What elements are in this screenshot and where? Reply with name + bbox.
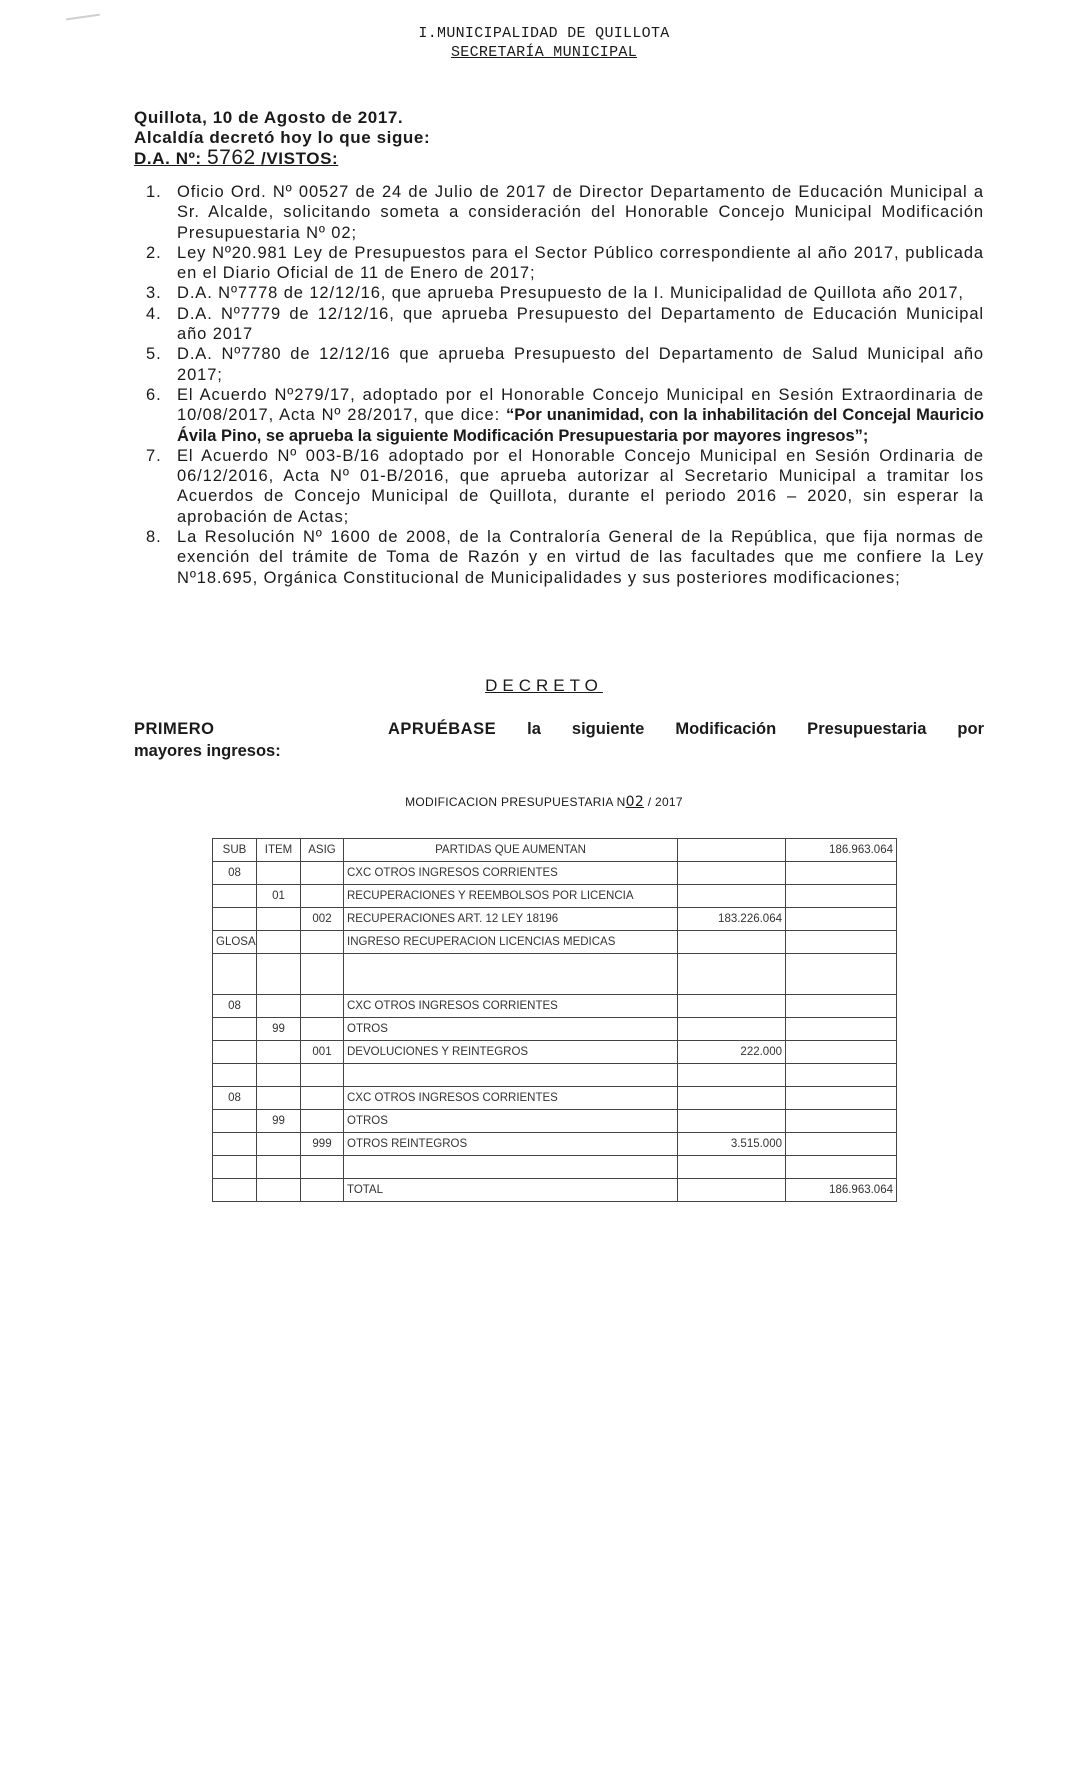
item-text: El Acuerdo Nº279/17, adoptado por el Honorable Concejo Municipal en Sesión Extraordinaria de 10/08/2017, Acta Nº 28/2017, que dice:	[177, 385, 984, 425]
cell-asig	[301, 1179, 344, 1202]
cell-amount	[678, 885, 786, 908]
cell-total	[786, 995, 897, 1018]
cell-item	[257, 1041, 301, 1064]
item-text: La Resolución Nº 1600 de 2008, de la Contraloría General de la República, que fija normas de exención del trámite de Toma de Razón y en virtud de las facultades que me confiere la Ley Nº18.695, Orgánica Constitucional de Municipalidades y sus posteriores modificaciones;	[177, 528, 984, 587]
budget-table	[212, 838, 897, 1202]
cell-total	[786, 1064, 897, 1087]
cell-total	[786, 1087, 897, 1110]
item-number: 3.	[146, 284, 162, 303]
date-line: Quillota, 10 de Agosto de 2017.	[134, 108, 404, 127]
cell-amount	[678, 1179, 786, 1202]
table-row	[213, 995, 897, 1018]
scan-artifact	[66, 14, 100, 21]
item-text: Ley Nº20.981 Ley de Presupuestos para el Sector Público correspondiente al año 2017, publicada en el Diario Oficial de 11 de Enero de 2017;	[177, 243, 984, 283]
cell-total	[786, 1110, 897, 1133]
cell-total	[786, 931, 897, 954]
list-item	[134, 385, 984, 446]
header-subtitle: SECRETARÍA MUNICIPAL	[450, 44, 638, 61]
item-text: El Acuerdo Nº 003-B/16 adoptado por el Honorable Concejo Municipal en Sesión Ordinaria de 06/12/2016, Acta Nº 01-B/2016, que aprueba autorizar al Secretario Municipal a tramitar los Acuerdos de Concejo Municipal de Quillota, durante el periodo 2016 – 2020, sin esperar la aprobación de Actas;	[177, 446, 984, 526]
cell-amount: 183.226.064	[678, 908, 786, 931]
cell-sub	[213, 1179, 257, 1202]
list-item	[134, 182, 984, 243]
cell-sub	[213, 1064, 257, 1087]
cell-sub	[213, 954, 257, 995]
table-row	[213, 954, 897, 995]
cell-asig	[301, 954, 344, 995]
cell-total	[786, 1018, 897, 1041]
document-header	[0, 24, 1088, 62]
table-header-row	[213, 839, 897, 862]
cell-amount	[678, 1110, 786, 1133]
item-number: 7.	[146, 446, 162, 465]
table-row	[213, 908, 897, 931]
cell-asig	[301, 1156, 344, 1179]
cell-sub	[213, 1018, 257, 1041]
decreto-title: DECRETO	[485, 676, 603, 695]
cell-asig: 002	[301, 908, 344, 931]
cell-item	[257, 1064, 301, 1087]
cell-item: 01	[257, 885, 301, 908]
cell-sub	[213, 1133, 257, 1156]
modification-title-prefix: MODIFICACION PRESUPUESTARIA N	[405, 795, 626, 809]
cell-asig	[301, 1064, 344, 1087]
modification-title-suffix: / 2017	[644, 795, 683, 809]
primero-label: PRIMERO	[134, 720, 215, 738]
table-row	[213, 931, 897, 954]
column-header-amount	[678, 839, 786, 862]
table-row	[213, 1087, 897, 1110]
cell-item	[257, 995, 301, 1018]
cell-item	[257, 908, 301, 931]
cell-item: 99	[257, 1110, 301, 1133]
item-text: D.A. Nº7778 de 12/12/16, que aprueba Presupuesto de la I. Municipalidad de Quillota año 2017,	[177, 284, 964, 303]
cell-amount: 3.515.000	[678, 1133, 786, 1156]
primero-label-continued: mayores ingresos:	[134, 742, 281, 760]
list-item	[134, 344, 984, 385]
cell-desc	[344, 954, 678, 995]
modification-title	[0, 794, 1088, 810]
list-item	[134, 243, 984, 284]
item-text: D.A. Nº7779 de 12/12/16, que aprueba Presupuesto del Departamento de Educación Municipal año 2017	[177, 304, 984, 344]
column-header-sub: SUB	[213, 839, 257, 862]
cell-total	[786, 1133, 897, 1156]
vistos-list	[134, 182, 984, 588]
cell-desc: RECUPERACIONES ART. 12 LEY 18196	[344, 908, 678, 931]
header-title: I.MUNICIPALIDAD DE QUILLOTA	[418, 25, 670, 42]
primero-verb: APRUÉBASE	[388, 720, 497, 738]
cell-sub	[213, 1041, 257, 1064]
column-header-item: ITEM	[257, 839, 301, 862]
table-row	[213, 1156, 897, 1179]
cell-amount	[678, 931, 786, 954]
cell-amount	[678, 1156, 786, 1179]
cell-item	[257, 862, 301, 885]
cell-desc	[344, 1064, 678, 1087]
list-item	[134, 304, 984, 345]
item-number: 1.	[146, 183, 162, 201]
cell-amount	[678, 1064, 786, 1087]
cell-desc: CXC OTROS INGRESOS CORRIENTES	[344, 995, 678, 1018]
intro-block	[134, 108, 984, 169]
cell-desc: TOTAL	[344, 1179, 678, 1202]
cell-total	[786, 954, 897, 995]
cell-item: 99	[257, 1018, 301, 1041]
cell-sub: 08	[213, 1087, 257, 1110]
cell-asig: 999	[301, 1133, 344, 1156]
cell-item	[257, 1087, 301, 1110]
cell-sub	[213, 1156, 257, 1179]
header-total-value: 186.963.064	[786, 839, 897, 862]
cell-desc: OTROS REINTEGROS	[344, 1133, 678, 1156]
item-text: D.A. Nº7780 de 12/12/16 que aprueba Presupuesto del Departamento de Salud Municipal año 2017;	[177, 345, 984, 384]
handwritten-number: 02	[625, 794, 645, 810]
list-item	[134, 527, 984, 588]
table-row	[213, 1179, 897, 1202]
cell-desc	[344, 1156, 678, 1179]
cell-total: 186.963.064	[786, 1179, 897, 1202]
column-header-asig: ASIG	[301, 839, 344, 862]
cell-sub	[213, 885, 257, 908]
table-row	[213, 885, 897, 908]
cell-item	[257, 954, 301, 995]
cell-desc: RECUPERACIONES Y REEMBOLSOS POR LICENCIA	[344, 885, 678, 908]
cell-desc: DEVOLUCIONES Y REINTEGROS	[344, 1041, 678, 1064]
list-item	[134, 446, 984, 527]
cell-total	[786, 1156, 897, 1179]
da-number: 5762	[207, 146, 256, 169]
item-number: 4.	[146, 304, 162, 323]
cell-sub: 08	[213, 995, 257, 1018]
cell-amount	[678, 954, 786, 995]
cell-total	[786, 862, 897, 885]
cell-asig	[301, 1087, 344, 1110]
list-item	[134, 283, 984, 303]
cell-item	[257, 1156, 301, 1179]
cell-amount	[678, 1018, 786, 1041]
decree-number-line	[134, 148, 984, 169]
cell-asig	[301, 995, 344, 1018]
cell-sub: GLOSA	[213, 931, 257, 954]
item-number: 8.	[146, 528, 162, 547]
cell-sub	[213, 1110, 257, 1133]
cell-total	[786, 885, 897, 908]
cell-amount	[678, 862, 786, 885]
cell-desc: CXC OTROS INGRESOS CORRIENTES	[344, 1087, 678, 1110]
cell-asig	[301, 1018, 344, 1041]
decreto-heading	[0, 676, 1088, 696]
cell-sub: 08	[213, 862, 257, 885]
cell-item	[257, 1133, 301, 1156]
cell-amount	[678, 995, 786, 1018]
primero-text	[388, 718, 984, 740]
table-row	[213, 1110, 897, 1133]
cell-desc: INGRESO RECUPERACION LICENCIAS MEDICAS	[344, 931, 678, 954]
cell-item	[257, 1179, 301, 1202]
item-text: Oficio Ord. Nº 00527 de 24 de Julio de 2017 de Director Departamento de Educación Municipal a Sr. Alcalde, solicitando someta a consideración del Honorable Concejo Municipal Modificación Presupuestaria Nº 02;	[177, 183, 984, 242]
table-row	[213, 1133, 897, 1156]
cell-asig	[301, 885, 344, 908]
cell-sub	[213, 908, 257, 931]
cell-desc: OTROS	[344, 1018, 678, 1041]
table-row	[213, 1041, 897, 1064]
item-quote: “Por unanimidad, con la inhabilitación del Concejal Mauricio Ávila Pino, se aprueba la siguiente Modificación Presupuestaria por mayores ingresos”;	[177, 406, 984, 445]
cell-total	[786, 908, 897, 931]
table-row	[213, 862, 897, 885]
cell-asig	[301, 862, 344, 885]
cell-asig: 001	[301, 1041, 344, 1064]
column-header-partidas: PARTIDAS QUE AUMENTAN	[344, 839, 678, 862]
cell-total	[786, 1041, 897, 1064]
cell-asig	[301, 1110, 344, 1133]
cell-amount: 222.000	[678, 1041, 786, 1064]
table-row	[213, 1018, 897, 1041]
primero-body: la siguiente Modificación Presupuestaria por	[496, 720, 984, 738]
da-prefix: D.A. Nº:	[134, 149, 207, 168]
cell-desc: CXC OTROS INGRESOS CORRIENTES	[344, 862, 678, 885]
vistos-heading: /VISTOS:	[255, 149, 339, 168]
item-number: 6.	[146, 385, 162, 404]
table-row	[213, 1064, 897, 1087]
item-number: 5.	[146, 345, 162, 364]
decree-intro-line: Alcaldía decretó hoy lo que sigue:	[134, 128, 431, 147]
cell-desc: OTROS	[344, 1110, 678, 1133]
cell-item	[257, 931, 301, 954]
cell-amount	[678, 1087, 786, 1110]
cell-asig	[301, 931, 344, 954]
item-number: 2.	[146, 243, 162, 262]
